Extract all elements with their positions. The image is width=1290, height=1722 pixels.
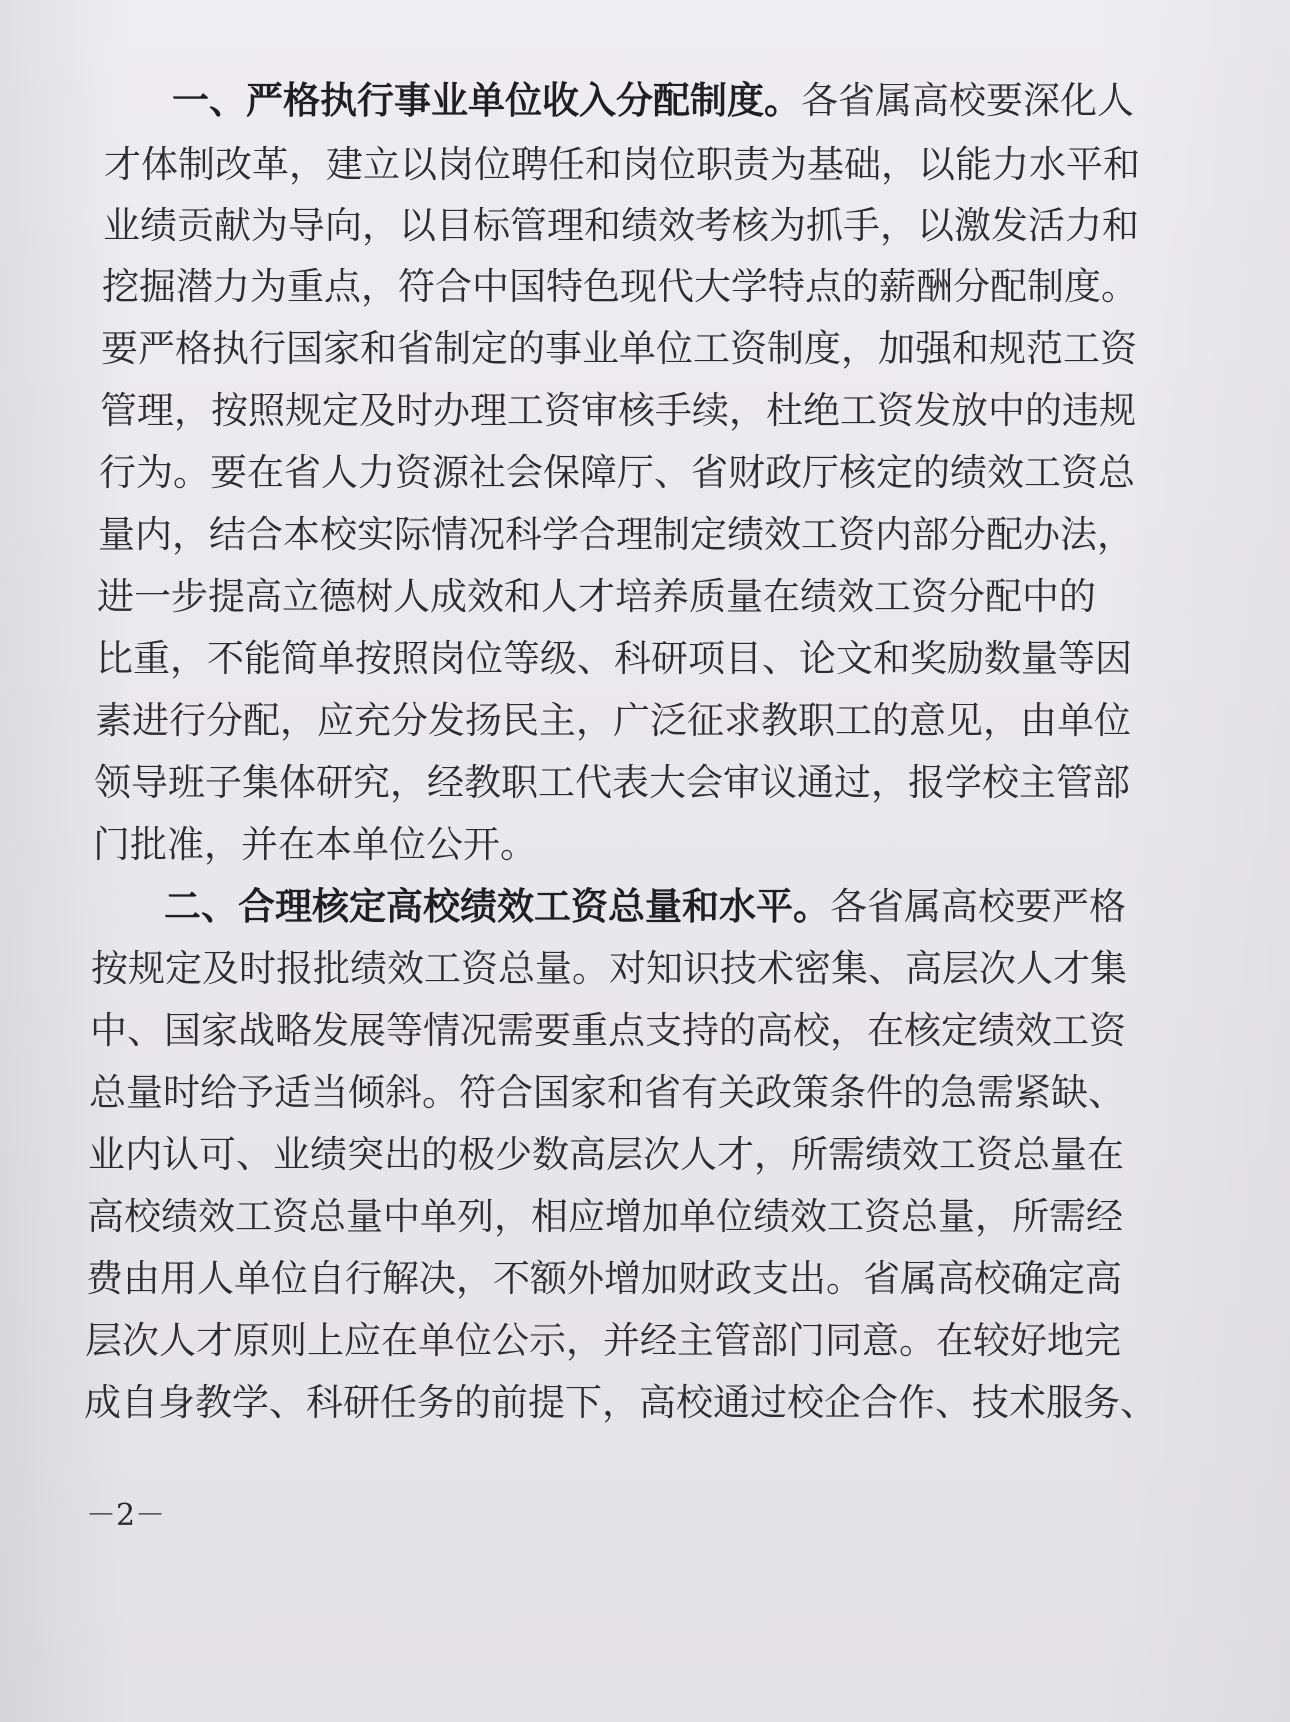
section2-heading: 二、合理核定高校绩效工资总量和水平。 (164, 885, 830, 928)
section2-heading-tail: 各省属高校要严格 (830, 885, 1126, 928)
section2-line: 按规定及时报批绩效工资总量。对知识技术密集、高层次人才集 (91, 947, 1127, 990)
section2-line: 层次人才原则上应在单位公示，并经主管部门同意。在较好地完 (85, 1319, 1121, 1362)
section2-line: 业内认可、业绩突出的极少数高层次人才，所需绩效工资总量在 (88, 1133, 1124, 1176)
section1-line: 素进行分配，应充分发扬民主，广泛征求教职工的意见，由单位 (95, 699, 1131, 742)
section1-line: 才体制改革，建立以岗位聘任和岗位职责为基础，以能力水平和 (104, 143, 1140, 186)
section1-heading: 一、严格执行事业单位收入分配制度。 (172, 79, 801, 122)
section1-heading-tail: 各省属高校要深化人 (801, 79, 1134, 122)
section1-line: 门批准，并在本单位公开。 (93, 823, 537, 866)
section2-line: 费由用人单位自行解决，不额外增加财政支出。省属高校确定高 (86, 1257, 1122, 1300)
section2-line: 高校绩效工资总量中单列，相应增加单位绩效工资总量，所需经 (87, 1195, 1123, 1238)
section1-line: 业绩贡献为导向，以目标管理和绩效考核为抓手，以激发活力和 (103, 204, 1139, 247)
section2-line: 中、国家战略发展等情况需要重点支持的高校，在核定绩效工资 (90, 1009, 1126, 1052)
section1-line: 比重，不能简单按照岗位等级、科研项目、论文和奖励数量等因 (96, 637, 1132, 680)
section1-line: 行为。要在省人力资源社会保障厅、省财政厅核定的绩效工资总 (99, 451, 1135, 494)
section2-line: 总量时给予适当倾斜。符合国家和省有关政策条件的急需紧缺、 (89, 1071, 1125, 1114)
section1-first-line (172, 79, 1134, 122)
page-number: －2－ (86, 1498, 166, 1533)
section1-line: 挖掘潜力为重点，符合中国特色现代大学特点的薪酬分配制度。 (102, 265, 1138, 308)
section1-line: 领导班子集体研究，经教职工代表大会审议通过，报学校主管部 (94, 761, 1130, 804)
section2-line: 成自身教学、科研任务的前提下，高校通过校企合作、技术服务、 (84, 1381, 1157, 1424)
section2-first-line (164, 885, 1126, 928)
section1-line: 量内，结合本校实际情况科学合理制定绩效工资内部分配办法， (98, 513, 1134, 556)
section1-line: 进一步提高立德树人成效和人才培养质量在绩效工资分配中的 (97, 575, 1096, 618)
section1-line: 管理，按照规定及时办理工资审核手续，杜绝工资发放中的违规 (100, 389, 1136, 432)
section1-line: 要严格执行国家和省制定的事业单位工资制度，加强和规范工资 (101, 327, 1137, 370)
